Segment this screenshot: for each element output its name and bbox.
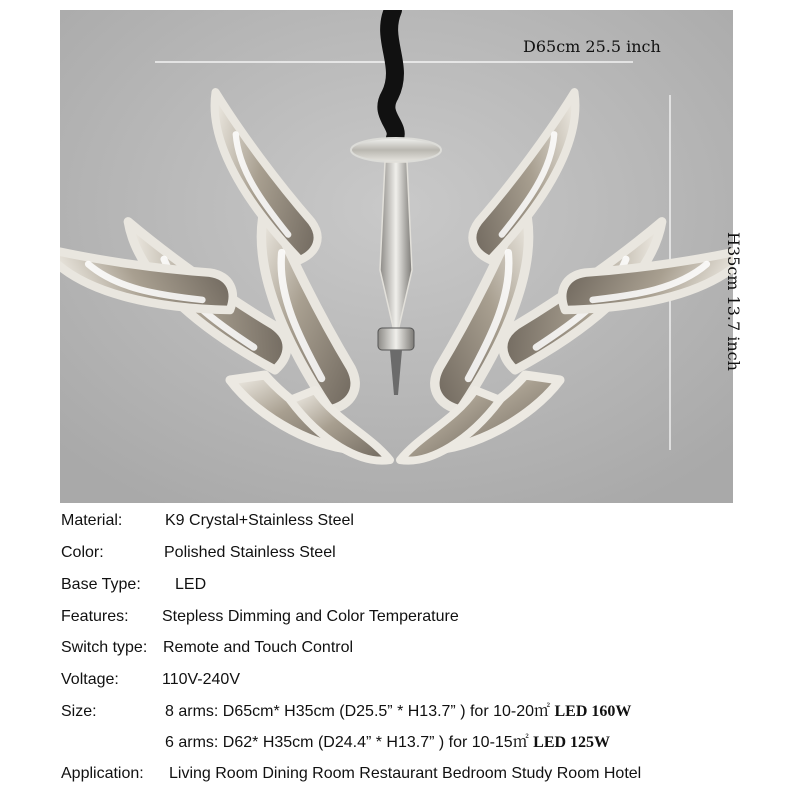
size-power: LED 160W	[554, 703, 632, 720]
size-option-6-arms	[165, 733, 610, 753]
spec-value: LED	[175, 576, 207, 593]
spec-label: Voltage:	[61, 671, 119, 688]
size-option-8-arms	[165, 702, 631, 722]
width-dimension-label: D65cm 25.5 inch	[523, 37, 661, 56]
chrome-hub	[378, 328, 414, 350]
spec-value: Stepless Dimming and Color Temperature	[162, 608, 459, 625]
chandelier-image	[60, 10, 733, 503]
spec-value: K9 Crystal+Stainless Steel	[165, 512, 354, 529]
hanging-chain	[386, 10, 395, 138]
spec-label: Switch type:	[61, 639, 148, 656]
spec-value: 110V-240V	[162, 671, 240, 688]
spec-value: Remote and Touch Control	[163, 639, 354, 656]
spec-label: Application:	[61, 765, 144, 782]
spec-value: Living Room Dining Room Restaurant Bedroom Study Room Hotel	[169, 765, 642, 782]
product-photo	[60, 10, 743, 503]
spec-label: Features:	[61, 608, 129, 625]
size-dims: 6 arms: D62* H35cm (D24.4” * H13.7” ) for 10-15㎡	[165, 734, 529, 751]
height-dimension-label: H35cm 13.7 inch	[724, 232, 743, 371]
spec-label: Size:	[61, 703, 97, 720]
spec-value: Polished Stainless Steel	[164, 544, 336, 561]
crystal-disk	[351, 138, 441, 162]
size-dims: 8 arms: D65cm* H35cm (D25.5” * H13.7” ) for 10-20㎡	[165, 703, 551, 720]
spec-label: Base Type:	[61, 576, 141, 593]
size-power: LED 125W	[533, 734, 611, 751]
spec-label: Material:	[61, 512, 123, 529]
spec-label: Color:	[61, 544, 104, 561]
